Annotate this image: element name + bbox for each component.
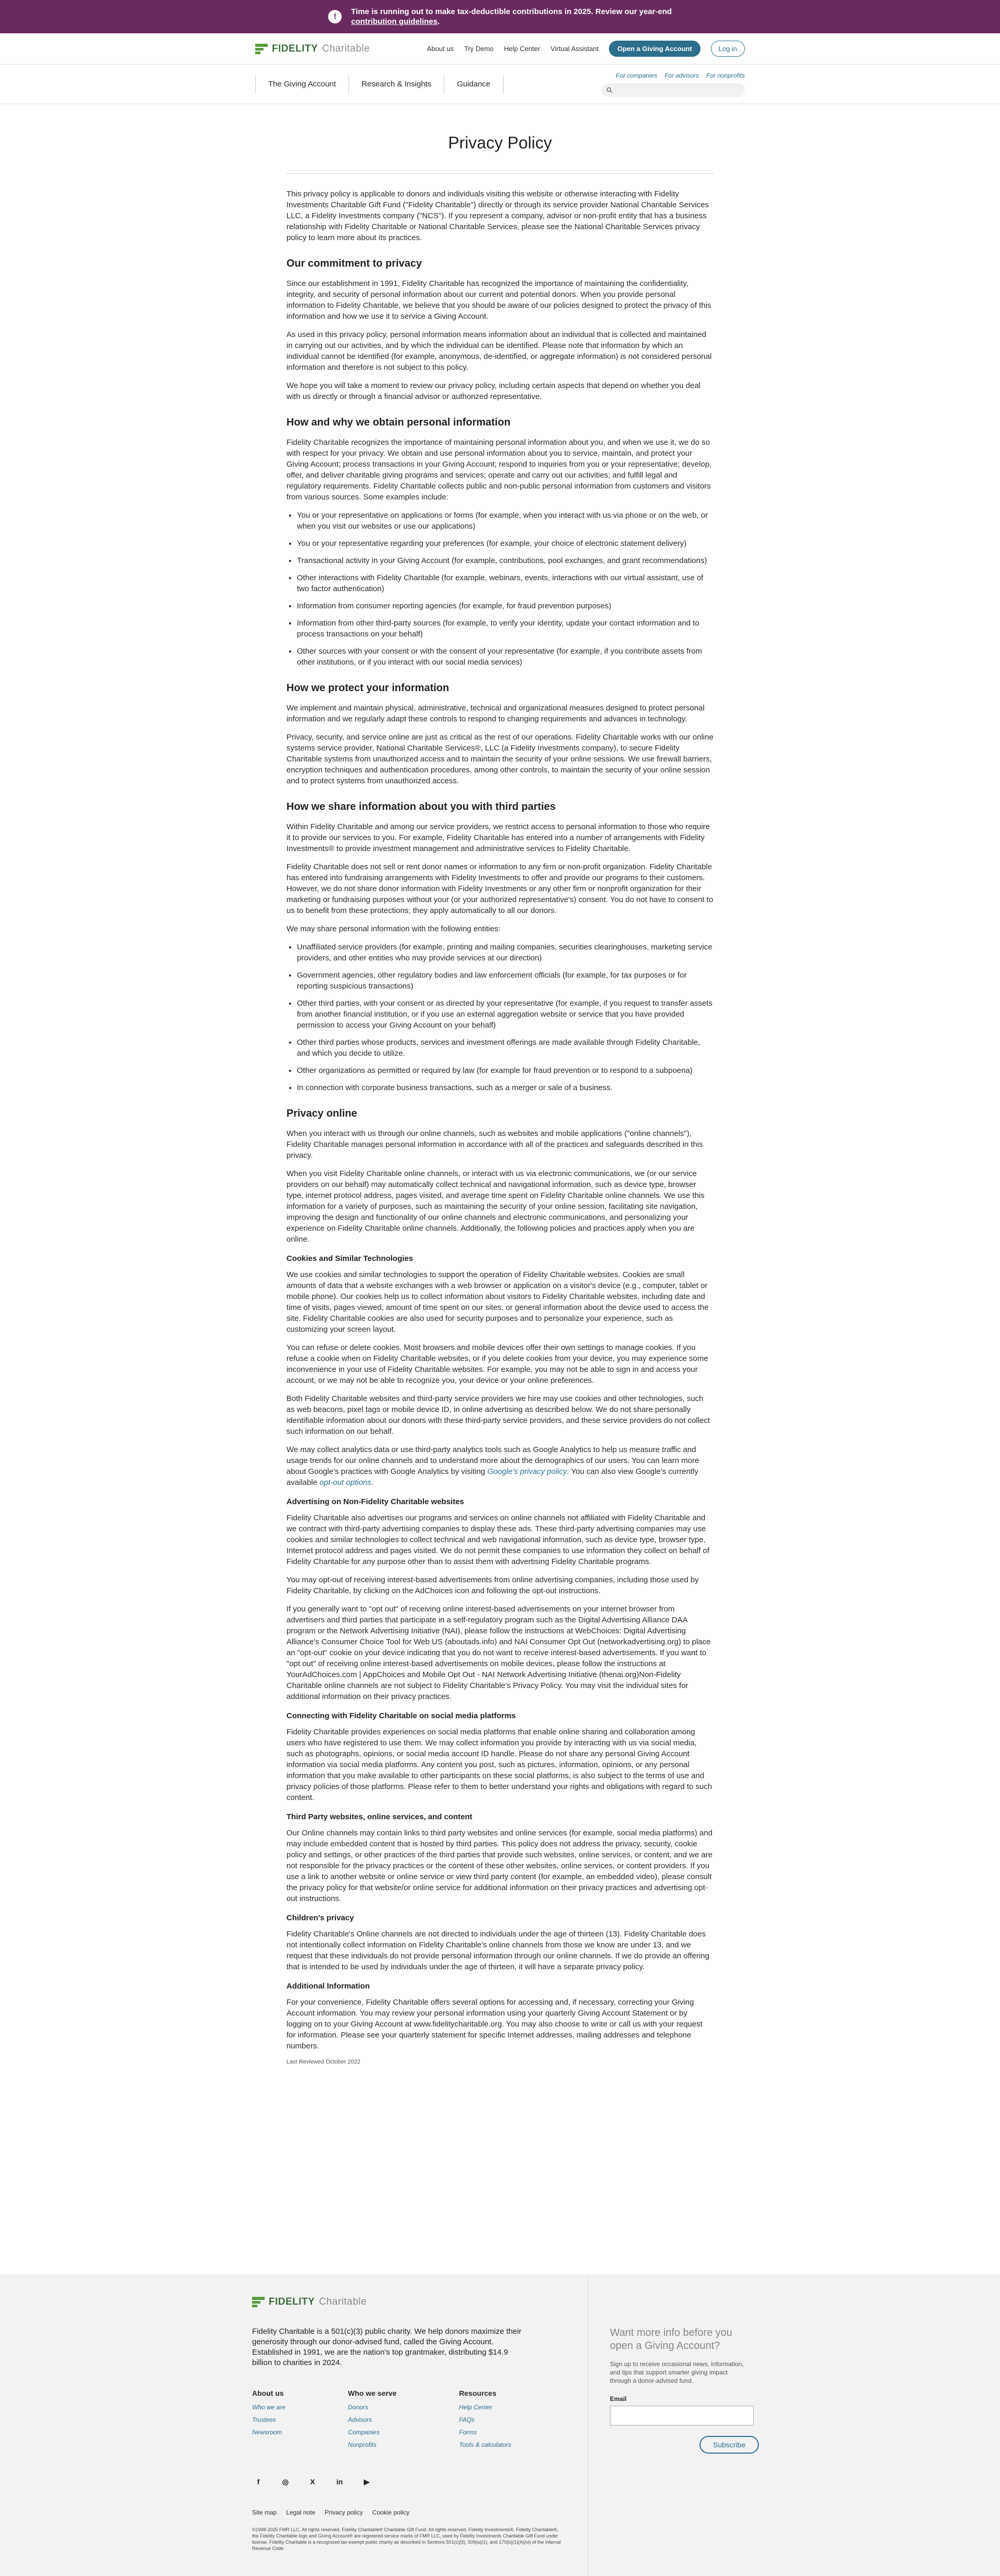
top-bar [0,33,1000,65]
list-item: • You or your representative on applications or forms (for example, when you interact with us via phone or on the web, or when you visit our websites or use our applications) [297,510,714,532]
legal-note-link[interactable]: Legal note [286,2509,316,2516]
list-item: • In connection with corporate business transactions, such as a merger or sale of a business. [297,1082,714,1093]
for-nonprofits-link[interactable]: For nonprofits [706,71,745,79]
footer-link[interactable]: Companies [348,2429,380,2436]
instagram-icon[interactable]: ◎ [282,2477,289,2486]
logo-mark-icon [255,44,268,54]
footer-link[interactable]: Trustees [252,2416,276,2423]
about-us-link[interactable]: About us [427,45,454,53]
list-item: • Unaffiliated service providers (for example, printing and mailing companies, securities clearinghouses, marketing service providers, and other entities who may provide services at our direction) [297,942,714,964]
search-input[interactable] [601,83,745,97]
sources-list [286,510,714,668]
x-icon[interactable]: X [310,2478,315,2486]
section-heading: How we protect your information [286,682,449,694]
sharing-list [286,942,714,1093]
footer-link[interactable]: Advisors [348,2416,372,2423]
list-item: • Government agencies, other regulatory bodies and law enforcement officials (for example, for tax purposes or for reporting suspicious transactions) [297,970,714,992]
footer-link[interactable]: Who we are [252,2404,286,2411]
last-reviewed: Last Reviewed October 2022 [286,2059,360,2065]
email-field[interactable] [610,2406,754,2425]
subsection-heading: Connecting with Fidelity Charitable on social media platforms [286,1711,516,1720]
list-item: • Other third parties whose products, services and investment offerings are made available through Fidelity Charitable, and which you decide to utilize. [297,1037,714,1059]
footer-link[interactable]: Newsroom [252,2429,282,2436]
login-button[interactable]: Log in [711,41,745,57]
list-item: • Other organizations as permitted or required by law (for example for fraud prevention or to respond to a subpoena) [297,1065,714,1076]
site-map-link[interactable]: Site map [252,2509,277,2516]
nav-research-insights[interactable]: Research & Insights [348,75,444,94]
list-item: • You or your representative regarding your preferences (for example, your choice of electronic statement delivery) [297,538,714,549]
subsection-heading: Third Party websites, online services, and content [286,1812,472,1821]
virtual-assistant-link[interactable]: Virtual Assistant [551,45,599,53]
utility-nav [427,41,745,57]
subsection-heading: Additional Information [286,1982,370,1991]
section-heading: How and why we obtain personal information [286,417,511,428]
legal-links [252,2509,409,2516]
footer-link[interactable]: Forms [459,2429,477,2436]
page-title: Privacy Policy [286,133,714,174]
list-item: • Other third parties, with your consent or as directed by your representative (for example, if you request to transfer assets from another financial institution, or if you use an external aggregation website or service that you have provided permission to access your Giving Account on your behalf) [297,998,714,1031]
list-item: • Transactional activity in your Giving Account (for example, contributions, pool exchanges, and grant recommendations) [297,555,714,566]
signup-heading: Want more info before you open a Giving Account? [610,2327,732,2352]
subscribe-button[interactable]: Subscribe [699,2436,759,2454]
logo[interactable]: FIDELITY Charitable [255,43,370,55]
nav-guidance[interactable]: Guidance [444,75,503,94]
alert-icon: ! [328,10,342,23]
subsection-heading: Children's privacy [286,1914,354,1922]
footer-link[interactable]: Help Center [459,2404,493,2411]
footer-logo[interactable]: FIDELITY Charitable [252,2296,367,2308]
help-center-link[interactable]: Help Center [504,45,541,53]
for-advisors-link[interactable]: For advisors [664,71,699,79]
alert-banner: ! Time is running out to make tax-deductible contributions in 2025. Review our year-end contribution guidelines. [0,0,1000,33]
footer-link[interactable]: Tools & calculators [459,2441,511,2448]
footer-link[interactable]: Nonprofits [348,2441,377,2448]
logo-mark-icon [252,2297,265,2307]
linkedin-icon[interactable]: in [336,2478,343,2486]
footer-link[interactable]: FAQs [459,2416,475,2423]
list-item: • Other interactions with Fidelity Charitable (for example, webinars, events, interactions with our virtual assistant, use of two factor authentication) [297,572,714,594]
section-heading: Privacy online [286,1108,357,1119]
section-heading: How we share information about you with third parties [286,801,556,812]
search-icon [606,87,612,93]
social-links [252,2475,373,2488]
for-companies-link[interactable]: For companies [616,71,657,79]
youtube-icon[interactable]: ▶ [364,2477,370,2486]
google-privacy-link[interactable]: Google's privacy policy [487,1467,567,1476]
alert-link[interactable]: contribution guidelines [351,17,438,26]
facebook-icon[interactable]: f [257,2478,260,2486]
main-nav [0,65,1000,104]
subsection-heading: Advertising on Non-Fidelity Charitable websites [286,1497,464,1506]
list-item: • Other sources with your consent or with the consent of your representative (for example, if you contribute assets from other institutions, or if you interact with our social media services) [297,646,714,668]
newsletter-signup: Want more info before you open a Giving Account? Sign up to receive occasional news, information, and tips that support smarter giving impact through a donor-advised fund. Email Subscribe [588,2274,748,2576]
footer: FIDELITY Charitable Fidelity Charitable is a 501(c)(3) public charity. We help donors maximize their generosity through our donor-advised fund, called the Giving Account. Established in 1991, we are the nation's top grantmaker, distributing $14.9 billion to charities in 2024. About us Who we are Trustees Newsroom Who we serve Donors Advisors Companies Nonprofits Resources Help Center FAQs Forms Tools & calculators f ◎ X in ▶ Site map Legal note Privacy policy Cookie policy ©1998-2025 FMR LLC. All rights reserved. Fidelity Charitable® Charitable Gift Fund. All rights reserved. Fidelity Investments®, Fidelity Charitable®, the Fidelity Charitable logo and Giving Account® are registered service marks of FMR LLC, used by Fidelity Investments Charitable Gift Fund under license. Fidelity Charitable is a recognized tax-exempt public charity as described in Sections 501(c)(3), 509(a)(1), and 170(b)(1)(A)(vi) of the Internal Revenue Code. Want more info before you open a Giving Account? Sign up to receive occasional news, information, and tips that support smarter giving impact through a donor-advised fund. Email Subscribe [0,2274,1000,2576]
privacy-policy-link[interactable]: Privacy policy [324,2509,363,2516]
nav-giving-account[interactable]: The Giving Account [255,75,348,94]
try-demo-link[interactable]: Try Demo [464,45,494,53]
footer-link[interactable]: Donors [348,2404,368,2411]
main-content: Privacy Policy This privacy policy is applicable to donors and individuals visiting this website or otherwise interacting with Fidelity Investments Charitable Gift Fund ("Fidelity Charitable") directly or through its service provider National Charitable Services LLC, a Fidelity Investments company ("NCS"). If you represent a company, advisor or non-profit entity that has a business relationship with Fidelity Charitable or National Charitable Services, please see the National Charitable Services privacy policy to learn more about its practices. Our commitment to privacy Since our establishment in 1991, Fidelity Charitable has recognized the importance of maintaining the confidentiality, integrity, and security of personal information about our current and potential donors. When you provide personal information to Fidelity Charitable, we believe that you should be aware of our policies designed to protect the privacy of this information and how we use it to service a Giving Account. As used in this privacy policy, personal information means information about an individual that is collected and maintained in carrying out our activities, and by which the individual can be identified. Please note that information by which an individual cannot be identified (for example, anonymous, de-identified, or aggregate information) is not considered personal information and therefore is not subject to this policy. We hope you will take a moment to review our privacy policy, including certain aspects that depend on whether you deal with us directly or through a financial advisor or authorized representative. How and why we obtain personal information Fidelity Charitable recognizes the importance of maintaining personal information about you, and when we use it, we do so with respect for your privacy. We obtain and use personal information about you to service, maintain, and protect your Giving Account; process transactions in your Giving Account; respond to inquiries from you or your representative; develop, offer, and deliver charitable giving programs and services; operate and carry out our activities; and fulfill legal and regulatory requirements. Fidelity Charitable collects public and non-public personal information from customers and visitors from various sources. Some examples include: • You or your representative on applications or forms (for example, when you interact with us via phone or on the web, or when you visit our websites or use our applications) • You or your representative regarding your preferences (for example, your choice of electronic statement delivery) • Transactional activity in your Giving Account (for example, contributions, pool exchanges, and grant recommendations) • Other interactions with Fidelity Charitable (for example, webinars, events, interactions with our virtual assistant, use of two factor authentication) • Information from consumer reporting agencies (for example, for fraud prevention purposes) • Information from other third-party sources (for example, to verify your identity, update your contact information and to process transactions on your behalf) • Other sources with your consent or with the consent of your representative (for example, if you contribute assets from other institutions, or if you interact with our social media services) How we protect your information We implement and maintain physical, administrative, technical and organizational measures designed to protect personal information and we regularly adapt these controls to respond to changing requirements and advances in technology. Privacy, security, and service online are just as critical as the rest of our operations. Fidelity Charitable works with our online systems service provider, National Charitable Services®, LLC (a Fidelity Investments company), to secure Fidelity Charitable systems from unauthorized access and to maintain the security of your online sessions. We use firewall barriers, encryption techniques and authentication procedures, among other controls, to maintain the security of your online session and to protect systems from unauthorized access. How we share information about you with third parties Within Fidelity Charitable and among our service providers, we restrict access to personal information to those who require it to provide our services to you. For example, Fidelity Charitable has entered into a number of arrangements with Fidelity Investments® to provide investment management and administrative services to Fidelity Charitable. Fidelity Charitable does not sell or rent donor names or information to any firm or non-profit organization. Fidelity Charitable has entered into fundraising arrangements with Fidelity Investments to offer and provide our programs to their customers. However, we do not share donor information with Fidelity Investments or any other firm or nonprofit organization for their marketing or fundraising purposes without your (or your authorized representative's) consent. You do not have to consent to us to benefit from these protections; they apply automatically to all our donors. We may share personal information with the following entities: • Unaffiliated service providers (for example, printing and mailing companies, securities clearinghouses, marketing service providers, and other entities who may provide services at our direction) • Government agencies, other regulatory bodies and law enforcement officials (for example, for tax purposes or for reporting suspicious transactions) • Other third parties, with your consent or as directed by your representative (for example, if you request to transfer assets from another financial institution, or if you use an external aggregation website or service that you have provided permission to access your Giving Account on your behalf) • Other third parties whose products, services and investment offerings are made available through Fidelity Charitable, and which you decide to utilize. • Other organizations as permitted or required by law (for example for fraud prevention or to respond to a subpoena) • In connection with corporate business transactions, such as a merger or sale of a business. Privacy online When you interact with us through our online channels, such as websites and mobile applications ("online channels"), Fidelity Charitable manages personal information in accordance with all of the practices and safeguards described in this privacy. When you visit Fidelity Charitable online channels, or interact with us via electronic communications, we (or our service providers on our behalf) may automatically collect technical and navigational information, such as device type, browser type, internet protocol address, pages visited, and average time spent on Fidelity Charitable online channels. We use this information for a variety of purposes, such as maintaining the security of your online session, facilitating site navigation, improving the design and functionality of our online channels and electronic communications, and personalizing your experience on Fidelity Charitable online channels. Additionally, the following policies and practices apply when you are online. Cookies and Similar Technologies We use cookies and similar technologies to support the operation of Fidelity Charitable websites. Cookies are small amounts of data that a website exchanges with a web browser or application on a visitor's device (e.g., computer, tablet or mobile phone). Our cookies help us to collect information about visitors to Fidelity Charitable websites, including date and time of visits, pages viewed, amount of time spent on our sites, or general information about the device used to access the site. Fidelity Charitable cookies are also used for security purposes and to personalize your experience, such as customizing your screen layout. You can refuse or delete cookies. Most browsers and mobile devices offer their own settings to manage cookies. If you refuse a cookie when on Fidelity Charitable websites, or if you delete cookies from your device, you may experience some inconvenience in your use of Fidelity Charitable websites. For example, you may not be able to sign in and access your account, or we may not be able to recognize you, your device or your online preferences. Both Fidelity Charitable websites and third-party service providers we hire may use cookies and other technologies, such as web beacons, pixel tags or mobile device ID, in online advertising as described below. We do not share personally identifiable information about our donors with these third-party service providers, and these service providers do not collect such information on our behalf. We may collect analytics data or use third-party analytics tools such as Google Analytics to help us measure traffic and usage trends for our online channels and to understand more about the demographics of our users. You can learn more about Google's practices with Google Analytics by visiting Google's privacy policy. You can also view Google's currently available opt-out options. Advertising on Non-Fidelity Charitable websites Fidelity Charitable also advertises our programs and services on online channels not affiliated with Fidelity Charitable and we contract with third-party advertising companies to display these ads. These third-party advertising companies may use cookies and similar technologies to collect technical and web navigational information, such as device type, browser type, Internet protocol address and pages visited. We do not permit these companies to use information they collect on behalf of Fidelity Charitable for any purpose other than to assist them with advertising Fidelity Charitable programs. You may opt-out of receiving interest-based advertisements from online advertising companies, including those used by Fidelity Charitable, by clicking on the AdChoices icon and following the opt-out instructions. If you generally want to "opt out" of receiving online interest-based advertisements on your internet browser from advertisers and third parties that participate in a self-regulatory program such as the Digital Advertising Alliance DAA program or the Network Advertising Initiative (NAI), please follow the instructions at WebChoices: Digital Advertising Alliance's Consumer Choice Tool for Web US (aboutads.info) and NAI Consumer Opt Out (networkadvertising.org) to place an "opt-out" cookie on your device indicating that you do not want to receive interest-based advertisements. If you want to "opt out" of receiving online interest-based advertisements on mobile devices, please follow the instructions at YourAdChoices.com | AppChoices and Mobile Opt Out - NAI Network Advertising Initiative (thenai.org)Non-Fidelity Charitable online channels are not subject to Fidelity Charitable's Privacy Policy. You may visit the individual sites for additional information on their privacy practices. Connecting with Fidelity Charitable on social media platforms Fidelity Charitable provides experiences on social media platforms that enable online sharing and collaboration among users who have registered to use them. We may collect information you provide by interacting with us via social media, such as photographs, opinions, or social media account ID handle. Please do not share any personal Giving Account information via social media platforms. Any content you post, such as pictures, information, opinions, or any personal information that you make available to other participants on these social platforms, is also subject to the terms of use and privacy policies of those platforms. Please refer to them to better understand your rights and obligations with regard to such content. Third Party websites, online services, and content Our Online channels may contain links to third party websites and online services (for example, social media platforms) and may include embedded content that is hosted by third parties. This policy does not address the privacy, security, cookie policy and settings, or other practices of the third parties that provide such websites, online services, or content, and we are not responsible for the privacy practices or the content of these other websites, online services, or content providers. If you use a link to another website or online service or view third party content (for example, an embedded video), please consult the privacy policy for that website/or online service for additional information on their privacy practices and advertising opt-out instructions. Children's privacy Fidelity Charitable's Online channels are not directed to individuals under the age of thirteen (13). Fidelity Charitable does not intentionally collect information on Fidelity Charitable's online channels from those we know are under 13, and we request that these individuals do not provide personal information through our online channels. If we do provide an offering that is intended to be used by individuals under the age of thirteen, it will have a separate privacy policy. Additional Information For your convenience, Fidelity Charitable offers several options for accessing and, if necessary, correcting your Giving Account information. You may review your personal information using your quarterly Giving Account Statement or by logging on to your Giving Account at www.fidelitycharitable.org. You may also choose to write or call us with your request for information. Please see your quarterly statement for specific Internet addresses, mailing addresses and telephone numbers. Last Reviewed October 2022 [286,104,714,2065]
cookie-policy-link[interactable]: Cookie policy [372,2509,410,2516]
footer-about: Fidelity Charitable is a 501(c)(3) public charity. We help donors maximize their generosity through our donor-advised fund, called the Giving Account. Established in 1991, we are the nation's top grantmaker, distributing $14.9 billion to charities in 2024. [252,2327,522,2367]
copyright: ©1998-2025 FMR LLC. All rights reserved. Fidelity Charitable® Charitable Gift Fund. All rights reserved. Fidelity Investments®, Fidelity Charitable®, the Fidelity Charitable logo and Giving Account® are registered service marks of FMR LLC, used by Fidelity Investments Charitable Gift Fund under license. Fidelity Charitable is a recognized tax-exempt public charity as described in Sections 501(c)(3), 509(a)(1), and 170(b)(1)(A)(vi) of the Internal Revenue Code. [252,2527,561,2551]
subsection-heading: Cookies and Similar Technologies [286,1254,414,1263]
open-giving-account-button[interactable]: Open a Giving Account [609,41,700,57]
list-item: • Information from other third-party sources (for example, to verify your identity, update your contact information and to process transactions on your behalf) [297,618,714,640]
list-item: • Information from consumer reporting agencies (for example, for fraud prevention purposes) [297,601,714,611]
intro-paragraph: This privacy policy is applicable to donors and individuals visiting this website or otherwise interacting with Fidelity Investments Charitable Gift Fund ("Fidelity Charitable") directly or through its service provider National Charitable Services LLC, a Fidelity Investments company ("NCS"). If you represent a company, advisor or non-profit entity that has a business relationship with Fidelity Charitable or National Charitable Services, please see the National Charitable Services privacy policy to learn more about its practices. [286,190,709,242]
section-heading: Our commitment to privacy [286,258,422,269]
alert-text: Time is running out to make tax-deductible contributions in 2025. Review our year-end [351,7,672,16]
google-optout-link[interactable]: opt-out options [319,1478,371,1487]
